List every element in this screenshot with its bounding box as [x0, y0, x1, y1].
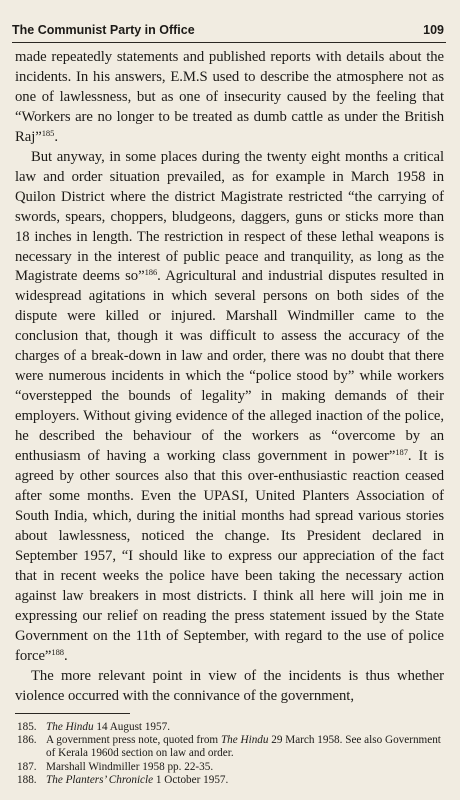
footnote-number: 187.	[17, 760, 37, 773]
footnote-text	[46, 734, 442, 760]
paragraph-1	[15, 48, 444, 148]
footnote-number: 186.	[17, 734, 37, 747]
footnote-number: 185.	[17, 721, 37, 733]
source-title: The Hindu	[220, 734, 269, 747]
paragraph-2	[15, 148, 444, 667]
source-title: The Hindu	[46, 721, 94, 733]
paragraph-2-text: But anyway, in some places during the twenty eight months a critical law and order situation prevailed, as for example in March 1958 in Quilon District where the district Magistrate restricted “the carrying of swords, spears, choppers, bludgeons, daggers, guns or sticks more than 18 inches in length. The restriction in respect of these lethal weapons is necessary in the interest of public peace and tranquility, as long as the Magistrate deems so”	[15, 148, 444, 285]
footnote-186	[17, 734, 442, 760]
footnote-number: 188.	[17, 773, 37, 786]
footnote-188	[17, 774, 442, 787]
paragraph-1-text: made repeatedly statements and published reports with details about the incidents. In his answers, E.M.S used to describe the atmosphere not as one of lawlessness, but as one of insecurity caused by the feeling that “Workers are no longer to be treated as dumb cattle as under the British Raj”	[15, 49, 444, 145]
source-title: The Planters’ Chronicle	[46, 773, 154, 786]
footnote-detail: 1 October 1957.	[153, 773, 229, 786]
footnote-separator	[15, 713, 130, 714]
footnote-detail: 29 March 1958. See also Government of Kerala 1960d section on law and order.	[46, 734, 441, 760]
footnote-ref-185: 185	[41, 127, 55, 138]
footnote-ref-186: 186	[144, 267, 158, 278]
footnote-prefix: A government press note, quoted from	[46, 734, 221, 747]
running-header	[12, 20, 446, 43]
footnote-185	[17, 721, 442, 734]
page-number: 109	[423, 23, 444, 37]
paragraph-2-text-b: . Agricultural and industrial disputes resulted in widespread agitations in which several persons on both sides of the dispute were killed or injured. Marshall Windmiller came to the conclusion that, though it was difficult to assess the accuracy of the charges of a break-down in law and order, there was no doubt that there were numerous incidents in which the “police stood by” while workers “overstepped the bounds of legality” in making demands of their employers. Without giving evidence of the alleged inaction of the police, he described the behaviour of the workers as “overcome by an enthusiasm of having a working class government in power”	[15, 268, 444, 465]
footnote-text	[46, 721, 442, 734]
paragraph-3	[15, 667, 444, 707]
running-head-title: The Communist Party in Office	[12, 23, 195, 37]
footnotes	[17, 721, 442, 787]
footnote-ref-187: 187	[395, 447, 408, 458]
paragraph-2-text-c: . It is agreed by other sources also that this over-enthusiastic reaction ceased after some months. Even the UPASI, United Planters Association of South India, which, during the initial months had spread various stories about lawlessness, noticed the change. Its President declared in September 1957, “I should like to express our appreciation of the fact that in recent weeks the police have been taking the necessary action against law breakers in most districts. I think all here will join me in expressing our relief on reading the press statement issued by the State Government on the 11th of September, with regard to the use of police force”	[15, 448, 444, 664]
footnote-text	[46, 774, 442, 787]
paragraph-1-end: .	[54, 128, 58, 145]
paragraph-2-end: .	[64, 647, 68, 664]
body-text	[15, 48, 444, 706]
footnote-text: Marshall Windmiller 1958 pp. 22-35.	[46, 760, 214, 773]
paragraph-3-text: The more relevant point in view of the incidents is thus whether violence occurred with the connivance of the government,	[15, 667, 444, 704]
footnote-detail: 14 August 1957.	[93, 721, 171, 733]
footnote-187	[17, 761, 442, 774]
footnote-ref-188: 188	[51, 646, 64, 657]
